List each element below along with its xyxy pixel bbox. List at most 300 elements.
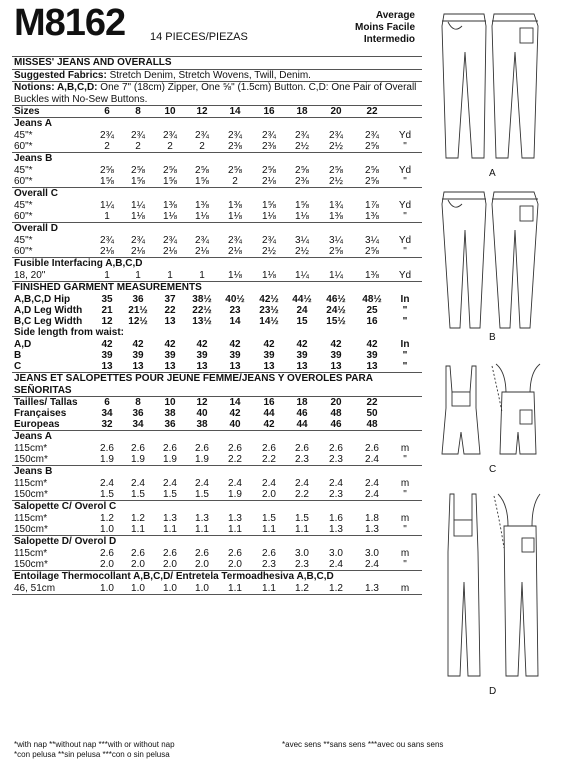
table-cell: 2¾	[163, 130, 177, 141]
table-cell: 1.9	[100, 454, 114, 465]
table-cell: 2.4	[365, 559, 379, 570]
table-cell: 2.6	[228, 443, 242, 454]
footer-nap-fr: *avec sens **sans sens ***avec ou sans sens	[282, 740, 444, 749]
table-cell: 44	[263, 408, 275, 419]
unit-cell: Yd	[398, 235, 412, 246]
row-label: A,B,C,D Hip	[14, 294, 71, 305]
table-cell: 37	[164, 294, 176, 305]
notions-label: Notions: A,B,C,D:	[14, 82, 98, 93]
row-label: C	[14, 361, 22, 372]
table-cell: 13	[164, 316, 176, 327]
table-cell: 2¾	[262, 235, 276, 246]
table-cell: 1⅝	[100, 176, 114, 187]
table-cell: 1.9	[228, 489, 242, 500]
table-cell: 8	[135, 397, 141, 408]
unit-cell: "	[403, 559, 407, 570]
row-label: Tailles/ Tallas	[14, 397, 78, 408]
table-cell: 1.5	[163, 489, 177, 500]
table-cell: 1⅛	[295, 211, 309, 222]
interfacing-row	[12, 583, 422, 594]
table-cell: 1.1	[295, 524, 309, 535]
table-cell: 36	[132, 408, 144, 419]
table-cell: 13	[263, 361, 275, 372]
table-cell: 2.0	[228, 559, 242, 570]
table-cell: 42½	[259, 294, 279, 305]
table-cell: 10	[164, 397, 176, 408]
table-cell: 13	[296, 361, 308, 372]
table-cell: 2.2	[295, 489, 309, 500]
table-cell: 2.3	[329, 489, 343, 500]
table-cell: 1.0	[100, 524, 114, 535]
table-cell: 22	[366, 106, 378, 117]
table-cell: 2.6	[195, 548, 209, 559]
table-cell: 2¾	[131, 130, 145, 141]
table-cell: 2.6	[131, 548, 145, 559]
table-cell: 39	[330, 350, 342, 361]
garment-heading: Overall D	[14, 223, 58, 234]
unit-cell: m	[400, 548, 410, 559]
table-cell: 44½	[292, 294, 312, 305]
table-cell: 35	[101, 294, 113, 305]
table-cell: 1⅛	[131, 211, 145, 222]
table-cell: 2	[135, 141, 141, 152]
table-cell: 2¾	[228, 235, 242, 246]
table-cell: 1	[104, 270, 110, 281]
table-cell: 12	[101, 316, 113, 327]
garment-heading: Overall C	[14, 188, 58, 199]
table-cell: 22½	[192, 305, 212, 316]
table-cell: 1.1	[228, 524, 242, 535]
side-length-row	[12, 350, 422, 361]
row-label: 18, 20"	[14, 270, 46, 281]
jeans-a-illustration	[440, 12, 540, 160]
table-cell: 2.4	[365, 478, 379, 489]
table-cell: 2⅛	[131, 246, 145, 257]
table-cell: 42	[263, 339, 275, 350]
unit-cell: "	[402, 350, 408, 361]
garment-heading: Jeans B	[14, 466, 53, 477]
yardage-row	[12, 559, 422, 570]
table-cell: 2⅝	[329, 165, 343, 176]
unit-cell: Yd	[398, 270, 412, 281]
table-cell: 42	[196, 339, 208, 350]
garment-heading: Jeans B	[14, 153, 53, 164]
table-cell: 1.3	[163, 513, 177, 524]
table-cell: 2.0	[131, 559, 145, 570]
table-cell: 36	[132, 294, 144, 305]
yardage-row	[12, 165, 422, 176]
table-cell: 1⅝	[163, 176, 177, 187]
table-cell: 2¾	[228, 130, 242, 141]
table-cell: 42	[263, 419, 275, 430]
table-cell: 3.0	[295, 548, 309, 559]
table-cell: 1⅝	[195, 176, 209, 187]
table-cell: 13	[164, 361, 176, 372]
unit-cell: "	[403, 176, 407, 187]
unit-cell: "	[403, 454, 407, 465]
table-cell: 34	[132, 419, 144, 430]
table-cell: 2⅝	[295, 165, 309, 176]
table-cell: 18	[296, 106, 308, 117]
table-cell: 1⅛	[262, 270, 276, 281]
table-cell: 39	[229, 350, 241, 361]
table-cell: 2⅛	[100, 246, 114, 257]
table-cell: 22	[164, 305, 176, 316]
garment-heading: Salopette C/ Overol C	[14, 501, 117, 512]
table-cell: 1.2	[329, 583, 343, 594]
figure-label-a: A	[489, 168, 496, 179]
table-cell: 12½	[128, 316, 148, 327]
table-cell: 1.5	[295, 513, 309, 524]
table-cell: 16	[263, 397, 275, 408]
table-cell: 14	[229, 316, 241, 327]
table-cell: 38	[196, 419, 208, 430]
table-cell: 42	[229, 408, 241, 419]
sizes-row	[12, 106, 422, 117]
table-cell: 2.4	[329, 559, 343, 570]
table-cell: 48	[366, 419, 378, 430]
divider	[12, 594, 422, 595]
table-cell: 1.2	[100, 513, 114, 524]
table-cell: 1⅜	[365, 211, 379, 222]
table-cell: 2½	[329, 176, 343, 187]
table-cell: 1.3	[365, 583, 379, 594]
interfacing-heading: Entoilage Thermocollant A,B,C,D/ Entretela Termoadhesiva A,B,C,D	[14, 571, 334, 582]
table-cell: 22	[366, 397, 378, 408]
table-cell: 3¼	[365, 235, 379, 246]
table-cell: 39	[132, 350, 144, 361]
yardage-row	[12, 211, 422, 222]
table-cell: 2.6	[329, 443, 343, 454]
table-cell: 8	[135, 106, 141, 117]
table-cell: 2⅜	[228, 141, 242, 152]
table-cell: 21½	[128, 305, 148, 316]
table-cell: 2	[232, 176, 238, 187]
table-cell: 2¾	[262, 130, 276, 141]
table-cell: 13	[101, 361, 113, 372]
notions	[12, 82, 422, 105]
row-label: 46, 51cm	[14, 583, 56, 594]
table-cell: 2.3	[295, 454, 309, 465]
table-cell: 20	[330, 397, 342, 408]
table-cell: 1.9	[195, 454, 209, 465]
table-cell: 2⅜	[295, 176, 309, 187]
table-cell: 1⅜	[365, 270, 379, 281]
table-cell: 2⅛	[163, 246, 177, 257]
table-cell: 2.4	[295, 478, 309, 489]
table-cell: 2⅛	[228, 246, 242, 257]
row-label: 115cm*	[14, 478, 48, 489]
unit-cell: Yd	[398, 165, 412, 176]
table-cell: 2.4	[195, 478, 209, 489]
fabrics-label: Suggested Fabrics:	[14, 69, 107, 81]
english-title: MISSES' JEANS AND OVERALLS	[14, 57, 172, 68]
table-cell: 2.6	[262, 443, 276, 454]
unit-cell: Yd	[398, 200, 412, 211]
garment-heading: Jeans A	[14, 431, 52, 442]
table-cell: 2.6	[163, 443, 177, 454]
unit-cell: "	[403, 211, 407, 222]
french-title: JEANS ET SALOPETTES POUR JEUNE FEMME/JEANS Y OVEROLES PARA SEÑORITAS	[14, 373, 373, 396]
figure-label-b: B	[489, 332, 496, 343]
table-cell: 2.6	[295, 443, 309, 454]
side-length-heading: Side length from waist:	[14, 327, 125, 338]
table-cell: 24	[296, 305, 308, 316]
table-cell: 6	[104, 106, 110, 117]
table-cell: 23	[229, 305, 241, 316]
row-label: 150cm*	[14, 524, 48, 535]
overall-c-illustration	[436, 362, 544, 458]
size-row	[12, 419, 422, 430]
table-cell: 25	[366, 305, 378, 316]
table-cell: 15	[296, 316, 308, 327]
yardage-row	[12, 141, 422, 152]
row-label: A,D	[14, 339, 32, 350]
table-cell: 1.1	[195, 524, 209, 535]
table-cell: 14	[229, 106, 241, 117]
table-cell: 1⅝	[295, 200, 309, 211]
measurement-row	[12, 316, 422, 327]
table-cell: 39	[296, 350, 308, 361]
row-label: 60"*	[14, 176, 33, 187]
row-label: 150cm*	[14, 489, 48, 500]
measurement-row	[12, 294, 422, 305]
size-row	[12, 397, 422, 408]
interfacing-row	[12, 270, 422, 281]
table-cell: 13	[132, 361, 144, 372]
unit-cell: "	[402, 305, 408, 316]
table-cell: 1	[104, 211, 110, 222]
table-cell: 1.1	[262, 583, 276, 594]
table-cell: 2	[167, 141, 173, 152]
yardage-row	[12, 235, 422, 246]
table-cell: 2½	[262, 246, 276, 257]
table-cell: 1.3	[329, 524, 343, 535]
unit-cell: m	[400, 478, 410, 489]
table-cell: 39	[263, 350, 275, 361]
table-cell: 38	[164, 408, 176, 419]
table-cell: 2¾	[195, 130, 209, 141]
table-cell: 42	[132, 339, 144, 350]
table-cell: 3.0	[329, 548, 343, 559]
table-cell: 2⅝	[365, 246, 379, 257]
table-cell: 1.0	[195, 583, 209, 594]
table-cell: 20	[330, 106, 342, 117]
table-cell: 1⅛	[163, 211, 177, 222]
table-cell: 2.0	[195, 559, 209, 570]
table-cell: 1.3	[365, 524, 379, 535]
unit-cell: In	[400, 339, 410, 350]
table-cell: 2.4	[329, 478, 343, 489]
table-cell: 1.9	[131, 454, 145, 465]
table-cell: 32	[101, 419, 113, 430]
table-cell: 13	[330, 361, 342, 372]
figure-label-d: D	[489, 686, 497, 697]
row-label: 45"*	[14, 130, 33, 141]
row-label: 115cm*	[14, 548, 48, 559]
table-cell: 16	[263, 106, 275, 117]
table-cell: 39	[366, 350, 378, 361]
side-length-row	[12, 361, 422, 372]
pieces-count: 14 PIECES/PIEZAS	[150, 31, 248, 43]
table-cell: 1¼	[131, 200, 145, 211]
table-cell: 2.6	[365, 443, 379, 454]
row-label: 45"*	[14, 235, 33, 246]
table-cell: 2¾	[100, 130, 114, 141]
yardage-row	[12, 443, 422, 454]
unit-cell: m	[400, 513, 410, 524]
table-cell: 2.6	[100, 443, 114, 454]
difficulty-rating	[325, 10, 415, 46]
difficulty-es: Intermedio	[363, 34, 415, 45]
jeans-b-illustration	[440, 190, 540, 330]
table-cell: 48	[330, 408, 342, 419]
overall-d-illustration	[436, 492, 544, 680]
yardage-chart	[12, 56, 422, 595]
yardage-row	[12, 478, 422, 489]
table-cell: 2.2	[228, 454, 242, 465]
yardage-row	[12, 513, 422, 524]
row-label: 150cm*	[14, 454, 48, 465]
table-cell: 39	[164, 350, 176, 361]
table-cell: 2⅛	[262, 176, 276, 187]
table-cell: 2⅝	[262, 165, 276, 176]
table-cell: 48½	[362, 294, 382, 305]
table-cell: 1.6	[329, 513, 343, 524]
table-cell: 2¾	[163, 235, 177, 246]
table-cell: 2.6	[100, 548, 114, 559]
table-cell: 2.4	[100, 478, 114, 489]
table-cell: 36	[164, 419, 176, 430]
table-cell: 2¾	[329, 130, 343, 141]
notions-text: One 7" (18cm) Zipper, One ⅝" (1.5cm) Button. C,D: One Pair of Overall Buckles with No-Sew Buttons.	[14, 82, 417, 105]
table-cell: 12	[196, 106, 208, 117]
table-cell: 24½	[326, 305, 346, 316]
interfacing-heading: Fusible Interfacing A,B,C,D	[14, 258, 143, 269]
table-cell: 3¼	[295, 235, 309, 246]
difficulty-en: Average	[375, 10, 415, 21]
table-cell: 2⅝	[365, 165, 379, 176]
table-cell: 1.5	[100, 489, 114, 500]
table-cell: 16	[366, 316, 378, 327]
table-cell: 2.0	[262, 489, 276, 500]
unit-cell: "	[402, 361, 408, 372]
table-cell: 42	[296, 339, 308, 350]
table-cell: 2.6	[228, 548, 242, 559]
garment-heading: Salopette D/ Overol D	[14, 536, 117, 547]
table-cell: 3¼	[329, 235, 343, 246]
unit-cell: "	[403, 246, 407, 257]
table-cell: 2⅝	[131, 165, 145, 176]
table-cell: 2⅝	[163, 165, 177, 176]
table-cell: 1	[135, 270, 141, 281]
table-cell: 2⅝	[329, 246, 343, 257]
yardage-row	[12, 200, 422, 211]
table-cell: 2.3	[295, 559, 309, 570]
table-cell: 2½	[329, 141, 343, 152]
table-cell: 1.1	[163, 524, 177, 535]
row-label: 60"*	[14, 211, 33, 222]
table-cell: 1⅜	[163, 200, 177, 211]
row-label: 115cm*	[14, 513, 48, 524]
table-cell: 2.6	[131, 443, 145, 454]
table-cell: 2⅝	[365, 141, 379, 152]
table-cell: 6	[104, 397, 110, 408]
row-label: Europeas	[14, 419, 60, 430]
table-cell: 2¾	[195, 235, 209, 246]
table-cell: 1⅛	[228, 211, 242, 222]
measurements-heading: FINISHED GARMENT MEASUREMENTS	[14, 282, 202, 293]
table-cell: 2.4	[365, 454, 379, 465]
table-cell: 2.3	[329, 454, 343, 465]
yardage-row	[12, 524, 422, 535]
table-cell: 1.2	[131, 513, 145, 524]
table-cell: 1.3	[228, 513, 242, 524]
table-cell: 1.8	[365, 513, 379, 524]
unit-cell: "	[403, 141, 407, 152]
row-label: 60"*	[14, 246, 33, 257]
table-cell: 44	[296, 419, 308, 430]
unit-cell: In	[400, 294, 410, 305]
garment-heading: Jeans A	[14, 118, 52, 129]
table-cell: 23½	[259, 305, 279, 316]
table-cell: 12	[196, 397, 208, 408]
table-cell: 21	[101, 305, 113, 316]
table-cell: 1.0	[100, 583, 114, 594]
unit-cell: "	[402, 316, 408, 327]
table-cell: 1.5	[195, 489, 209, 500]
table-cell: 40	[229, 419, 241, 430]
table-cell: 42	[164, 339, 176, 350]
unit-cell: m	[400, 583, 410, 594]
table-cell: 1⅛	[228, 270, 242, 281]
table-cell: 1⅛	[195, 211, 209, 222]
yardage-row	[12, 454, 422, 465]
table-cell: 2⅝	[100, 165, 114, 176]
table-cell: 2.3	[262, 559, 276, 570]
table-cell: 1	[199, 270, 205, 281]
table-cell: 2⅝	[365, 176, 379, 187]
table-cell: 42	[101, 339, 113, 350]
unit-cell: "	[403, 524, 407, 535]
table-cell: 40½	[225, 294, 245, 305]
table-cell: 1.1	[228, 583, 242, 594]
table-cell: 1⅜	[329, 211, 343, 222]
footer-nap-es: *con pelusa **sin pelusa ***con o sin pelusa	[14, 750, 170, 759]
table-cell: 39	[101, 350, 113, 361]
table-cell: 46½	[326, 294, 346, 305]
table-cell: 40	[196, 408, 208, 419]
table-cell: 2¾	[131, 235, 145, 246]
table-cell: 42	[330, 339, 342, 350]
table-cell: 42	[366, 339, 378, 350]
table-cell: 38½	[192, 294, 212, 305]
table-cell: 1.3	[195, 513, 209, 524]
row-label: B,C Leg Width	[14, 316, 83, 327]
table-cell: 1¼	[295, 270, 309, 281]
table-cell: 2½	[295, 246, 309, 257]
table-cell: 1⅝	[262, 200, 276, 211]
table-cell: 39	[196, 350, 208, 361]
row-label: 45"*	[14, 165, 33, 176]
table-cell: 1	[167, 270, 173, 281]
table-cell: 1¼	[100, 200, 114, 211]
table-cell: 2.2	[262, 454, 276, 465]
suggested-fabrics	[12, 70, 422, 82]
table-cell: 14	[229, 397, 241, 408]
table-cell: 13	[196, 361, 208, 372]
table-cell: 1⅜	[195, 200, 209, 211]
